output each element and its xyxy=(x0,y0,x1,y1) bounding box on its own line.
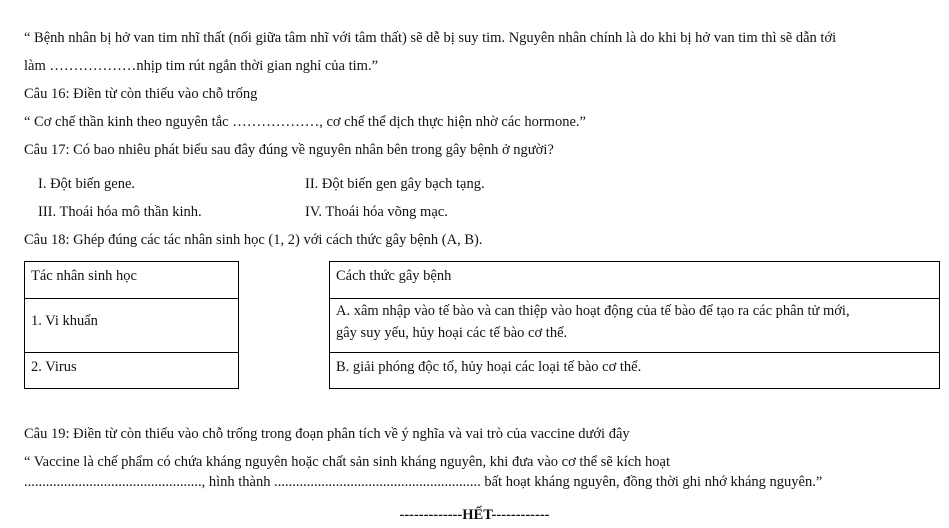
mechanism-cell-b xyxy=(330,352,939,388)
agents-header-cell xyxy=(25,262,238,298)
q15-text-line1: “ Bệnh nhân bị hở van tim nhĩ thất (nối giữa tâm nhĩ với tâm thất) sẽ dễ bị suy tim. Nguyên nhân chính là do khi bị hở van tim thì sẽ dẫn tới xyxy=(24,30,837,46)
q17-option-4: IV. Thoái hóa võng mạc. xyxy=(305,204,448,220)
q17-title: Câu 17: Có bao nhiêu phát biểu sau đây đúng về nguyên nhân bên trong gây bệnh ở người? xyxy=(24,142,554,158)
mechanism-a-line1: A. xâm nhập vào tế bào và can thiệp vào hoạt động của tế bào để tạo ra các phân tử mới, xyxy=(336,303,850,319)
agent-cell-1 xyxy=(25,298,238,352)
mechanism-b: B. giải phóng độc tố, hủy hoại các loại tế bào cơ thể. xyxy=(336,359,642,375)
q17-option-1: I. Đột biến gene. xyxy=(38,176,136,192)
q16-title: Câu 16: Điền từ còn thiếu vào chỗ trống xyxy=(24,86,258,102)
mechanism-cell-a xyxy=(330,298,939,352)
mechanisms-header: Cách thức gây bệnh xyxy=(336,268,452,284)
q19-text-line1: “ Vaccine là chế phẩm có chứa kháng nguyên hoặc chất sản sinh kháng nguyên, khi đưa vào cơ thể sẽ kích hoạt xyxy=(24,454,671,470)
q18-agents-table xyxy=(24,261,239,389)
agent-item-1: 1. Vi khuẩn xyxy=(31,313,98,329)
end-marker: -------------HẾT------------ xyxy=(399,507,550,523)
q17-option-2: II. Đột biến gen gây bạch tạng. xyxy=(305,176,485,192)
agent-item-2: 2. Virus xyxy=(31,359,77,375)
agent-cell-2 xyxy=(25,352,238,388)
q18-title: Câu 18: Ghép đúng các tác nhân sinh học (1, 2) với cách thức gây bệnh (A, B). xyxy=(24,232,483,248)
q17-option-3: III. Thoái hóa mô thần kinh. xyxy=(38,204,202,220)
agents-header: Tác nhân sinh học xyxy=(31,268,137,284)
q18-mechanisms-table xyxy=(329,261,940,389)
q16-text: “ Cơ chế thần kinh theo nguyên tắc ………………, cơ chế thể dịch thực hiện nhờ các hormone.” xyxy=(24,114,586,130)
q19-title: Câu 19: Điền từ còn thiếu vào chỗ trống trong đoạn phân tích về ý nghĩa và vai trò của vaccine dưới đây xyxy=(24,426,630,442)
mechanisms-header-cell xyxy=(330,262,939,298)
mechanism-a-line2: gây suy yếu, hủy hoại các tế bào cơ thể. xyxy=(336,325,568,341)
q19-text-line2: ................................................., hình thành ......................................................... bất hoạt kháng nguyên, đồng thời ghi nhớ kháng nguyên.” xyxy=(24,474,823,490)
q15-text-line2: làm ………………nhịp tim rút ngắn thời gian nghỉ của tim.” xyxy=(24,58,379,74)
